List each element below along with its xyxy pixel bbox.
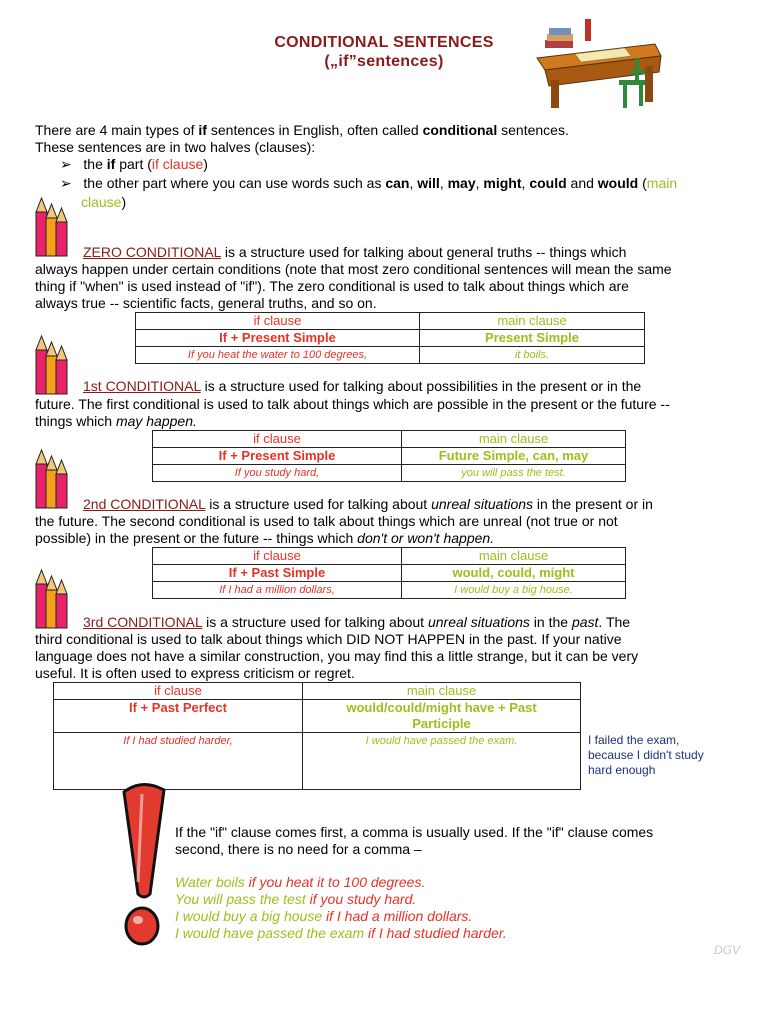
if-clause-form: If + Present Simple <box>153 448 402 465</box>
third-conditional-line-2: third conditional is used to talk about things which DID NOT HAPPEN in the past. If your native <box>35 631 622 647</box>
first-conditional-table <box>152 430 626 482</box>
pencils-icon <box>32 448 72 510</box>
comma-note-line-2: second, there is no need for a comma – <box>175 841 422 857</box>
main-clause-header: main clause <box>303 683 581 700</box>
example-sentence: Water boils if you heat it to 100 degrees. <box>175 874 426 890</box>
if-clause-example: If you study hard, <box>153 465 402 482</box>
intro-line-2: These sentences are in two halves (clauses): <box>35 139 316 155</box>
desk-clipart-icon <box>535 14 665 114</box>
if-clause-form: If + Present Simple <box>136 330 420 347</box>
main-clause-form: would, could, might <box>402 565 626 582</box>
bullet-main-part: ➢ the other part where you can use words such as can, will, may, might, could and would (main <box>60 175 678 191</box>
main-clause-example: you will pass the test. <box>402 465 626 482</box>
first-conditional-line-2: future. The first conditional is used to talk about things which are possible in the present or the future -- <box>35 396 670 412</box>
pencils-icon <box>32 196 72 258</box>
zero-conditional-line-4: always true -- scientific facts, general truths, and so on. <box>35 295 377 311</box>
third-conditional-line-3: language does not have a similar construction, you may find this a little strange, but it can be very <box>35 648 639 664</box>
if-clause-example: If I had studied harder, <box>54 733 303 790</box>
bullet-if-part: ➢ the if part (if clause) <box>60 156 208 172</box>
third-conditional-line-4: useful. It is often used to express criticism or regret. <box>35 665 355 681</box>
if-clause-example: If I had a million dollars, <box>153 582 402 599</box>
if-clause-form: If + Past Perfect <box>54 700 303 733</box>
second-conditional-line-1: 2nd CONDITIONAL is a structure used for talking about unreal situations in the present or in <box>83 496 653 512</box>
footer-initials: DGV <box>714 943 741 957</box>
page-subtitle: („if”sentences) <box>324 53 444 70</box>
main-clause-header: main clause <box>402 548 626 565</box>
third-conditional-line-1: 3rd CONDITIONAL is a structure used for talking about unreal situations in the past. The <box>83 614 631 630</box>
zero-conditional-line-1: ZERO CONDITIONAL is a structure used for talking about general truths -- things which <box>83 244 627 260</box>
main-clause-header: main clause <box>420 313 645 330</box>
main-clause-example: I would buy a big house. <box>402 582 626 599</box>
bullet-main-clause-wrap: clause) <box>81 194 127 210</box>
second-conditional-table <box>152 547 626 599</box>
comma-note-line-1: If the "if" clause comes first, a comma is usually used. If the "if" clause comes <box>175 824 654 840</box>
section-heading: 3rd CONDITIONAL <box>83 614 203 630</box>
page-title: CONDITIONAL SENTENCES <box>274 34 494 51</box>
second-conditional-line-3: possible) in the present or the future -- things which don't or won't happen. <box>35 530 495 546</box>
main-clause-example: it boils. <box>420 347 645 364</box>
if-clause-header: if clause <box>54 683 303 700</box>
if-clause-header: if clause <box>136 313 420 330</box>
intro-line-1: There are 4 main types of if sentences in English, often called conditional sentences. <box>35 122 569 138</box>
main-clause-header: main clause <box>402 431 626 448</box>
third-conditional-table <box>53 682 581 790</box>
second-conditional-line-2: the future. The second conditional is used to talk about things which are unreal (not true or not <box>35 513 618 529</box>
exclamation-icon <box>112 782 174 952</box>
example-sentence: You will pass the test if you study hard. <box>175 891 417 907</box>
zero-conditional-table <box>135 312 645 364</box>
main-clause-form: Future Simple, can, may <box>402 448 626 465</box>
main-clause-form: would/could/might have + Past Participle <box>303 700 581 733</box>
if-clause-header: if clause <box>153 431 402 448</box>
if-clause-example: If you heat the water to 100 degrees, <box>136 347 420 364</box>
first-conditional-line-1: 1st CONDITIONAL is a structure used for talking about possibilities in the present or in the <box>83 378 642 394</box>
if-clause-form: If + Past Simple <box>153 565 402 582</box>
zero-conditional-line-3: thing if "when" is used instead of "if"). The zero conditional is used to talk about things which are <box>35 278 629 294</box>
pencils-icon <box>32 568 72 630</box>
first-conditional-line-3: things which may happen. <box>35 413 197 429</box>
section-heading: 1st CONDITIONAL <box>83 378 201 394</box>
example-sentence: I would buy a big house if I had a million dollars. <box>175 908 473 924</box>
pencils-icon <box>32 334 72 396</box>
section-heading: 2nd CONDITIONAL <box>83 496 206 512</box>
if-clause-header: if clause <box>153 548 402 565</box>
main-clause-form: Present Simple <box>420 330 645 347</box>
main-clause-example: I would have passed the exam. <box>303 733 581 790</box>
zero-conditional-line-2: always happen under certain conditions (note that most zero conditional sentences will mean the same <box>35 261 672 277</box>
section-heading: ZERO CONDITIONAL <box>83 244 221 260</box>
side-note: I failed the exam, because I didn't study hard enough <box>588 733 704 777</box>
example-sentence: I would have passed the exam if I had studied harder. <box>175 925 507 941</box>
